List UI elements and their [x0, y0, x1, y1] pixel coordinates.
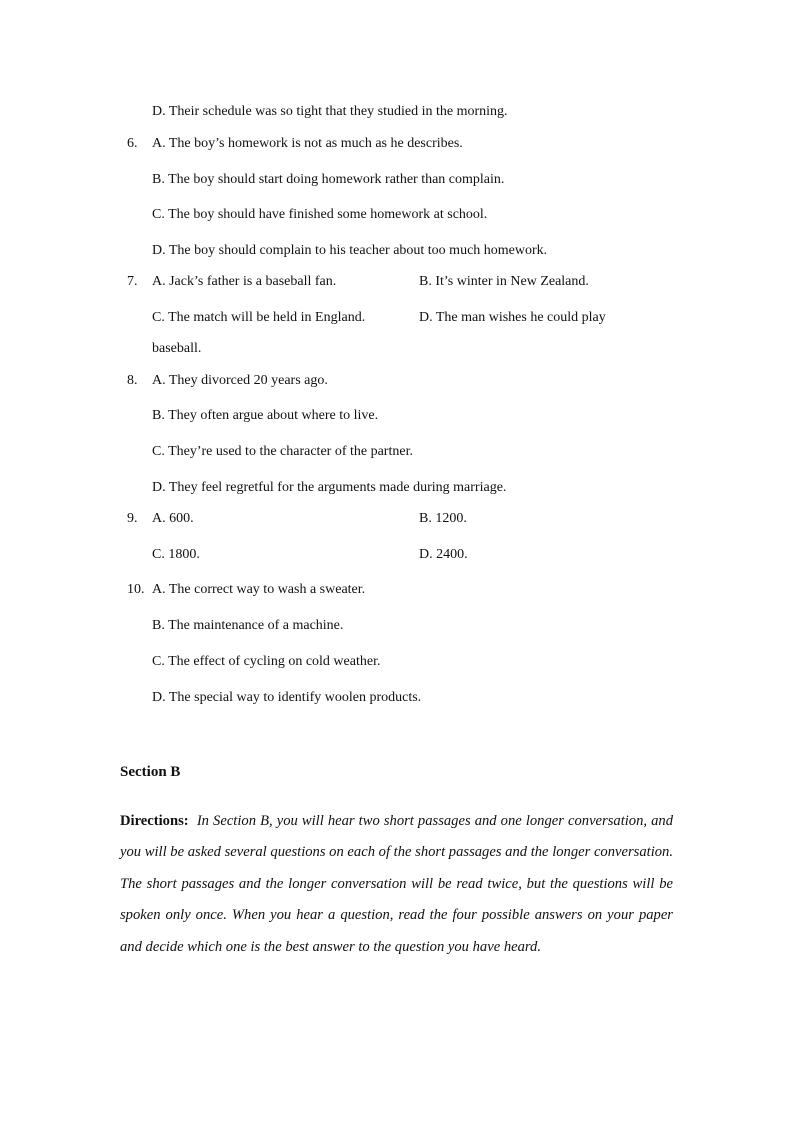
directions-text: In Section B, you will hear two short passages and one longer conversation, and you will be asked several questions on each of the short passages and the longer conversation. The short passages and the longer conversation will be read twice, but the questions will be spoken only once. When you hear a question, read the four possible answers on your paper and decide which one is the best answer to the question you have heard.	[120, 813, 674, 955]
q6-option-b: B. The boy should start doing homework rather than complain.	[152, 172, 505, 187]
q7-option-a: A. Jack’s father is a baseball fan.	[152, 274, 337, 289]
directions-label: Directions:	[120, 813, 189, 829]
q8-option-c: C. They’re used to the character of the partner.	[152, 444, 413, 459]
q10-option-b: B. The maintenance of a machine.	[152, 618, 344, 633]
q9-option-b: B. 1200.	[419, 511, 467, 526]
q8-option-a: A. They divorced 20 years ago.	[152, 373, 328, 388]
q8-option-d: D. They feel regretful for the arguments made during marriage.	[152, 480, 507, 495]
q9-option-a: A. 600.	[152, 511, 194, 526]
q5-option-d: D. Their schedule was so tight that they studied in the morning.	[152, 104, 508, 119]
q9-option-d: D. 2400.	[419, 547, 468, 562]
q10-option-d: D. The special way to identify woolen products.	[152, 690, 422, 705]
q10-number: 10.	[127, 582, 145, 597]
q9-option-c: C. 1800.	[152, 547, 200, 562]
section-b-title: Section B	[120, 764, 181, 780]
q6-option-a: A. The boy’s homework is not as much as he describes.	[152, 136, 463, 151]
q10-option-a: A. The correct way to wash a sweater.	[152, 582, 366, 597]
section-b-directions	[120, 806, 673, 963]
q6-number: 6.	[127, 136, 138, 151]
q8-number: 8.	[127, 373, 138, 388]
q7-option-c: C. The match will be held in England.	[152, 310, 366, 325]
q7-option-b: B. It’s winter in New Zealand.	[419, 274, 589, 289]
q6-option-d: D. The boy should complain to his teacher about too much homework.	[152, 243, 548, 258]
q10-option-c: C. The effect of cycling on cold weather.	[152, 654, 381, 669]
q7-option-d: D. The man wishes he could play	[419, 310, 606, 325]
q7-number: 7.	[127, 274, 138, 289]
q6-option-c: C. The boy should have finished some homework at school.	[152, 207, 488, 222]
q8-option-b: B. They often argue about where to live.	[152, 408, 379, 423]
q7-option-d-continuation: baseball.	[152, 341, 202, 356]
q9-number: 9.	[127, 511, 138, 526]
